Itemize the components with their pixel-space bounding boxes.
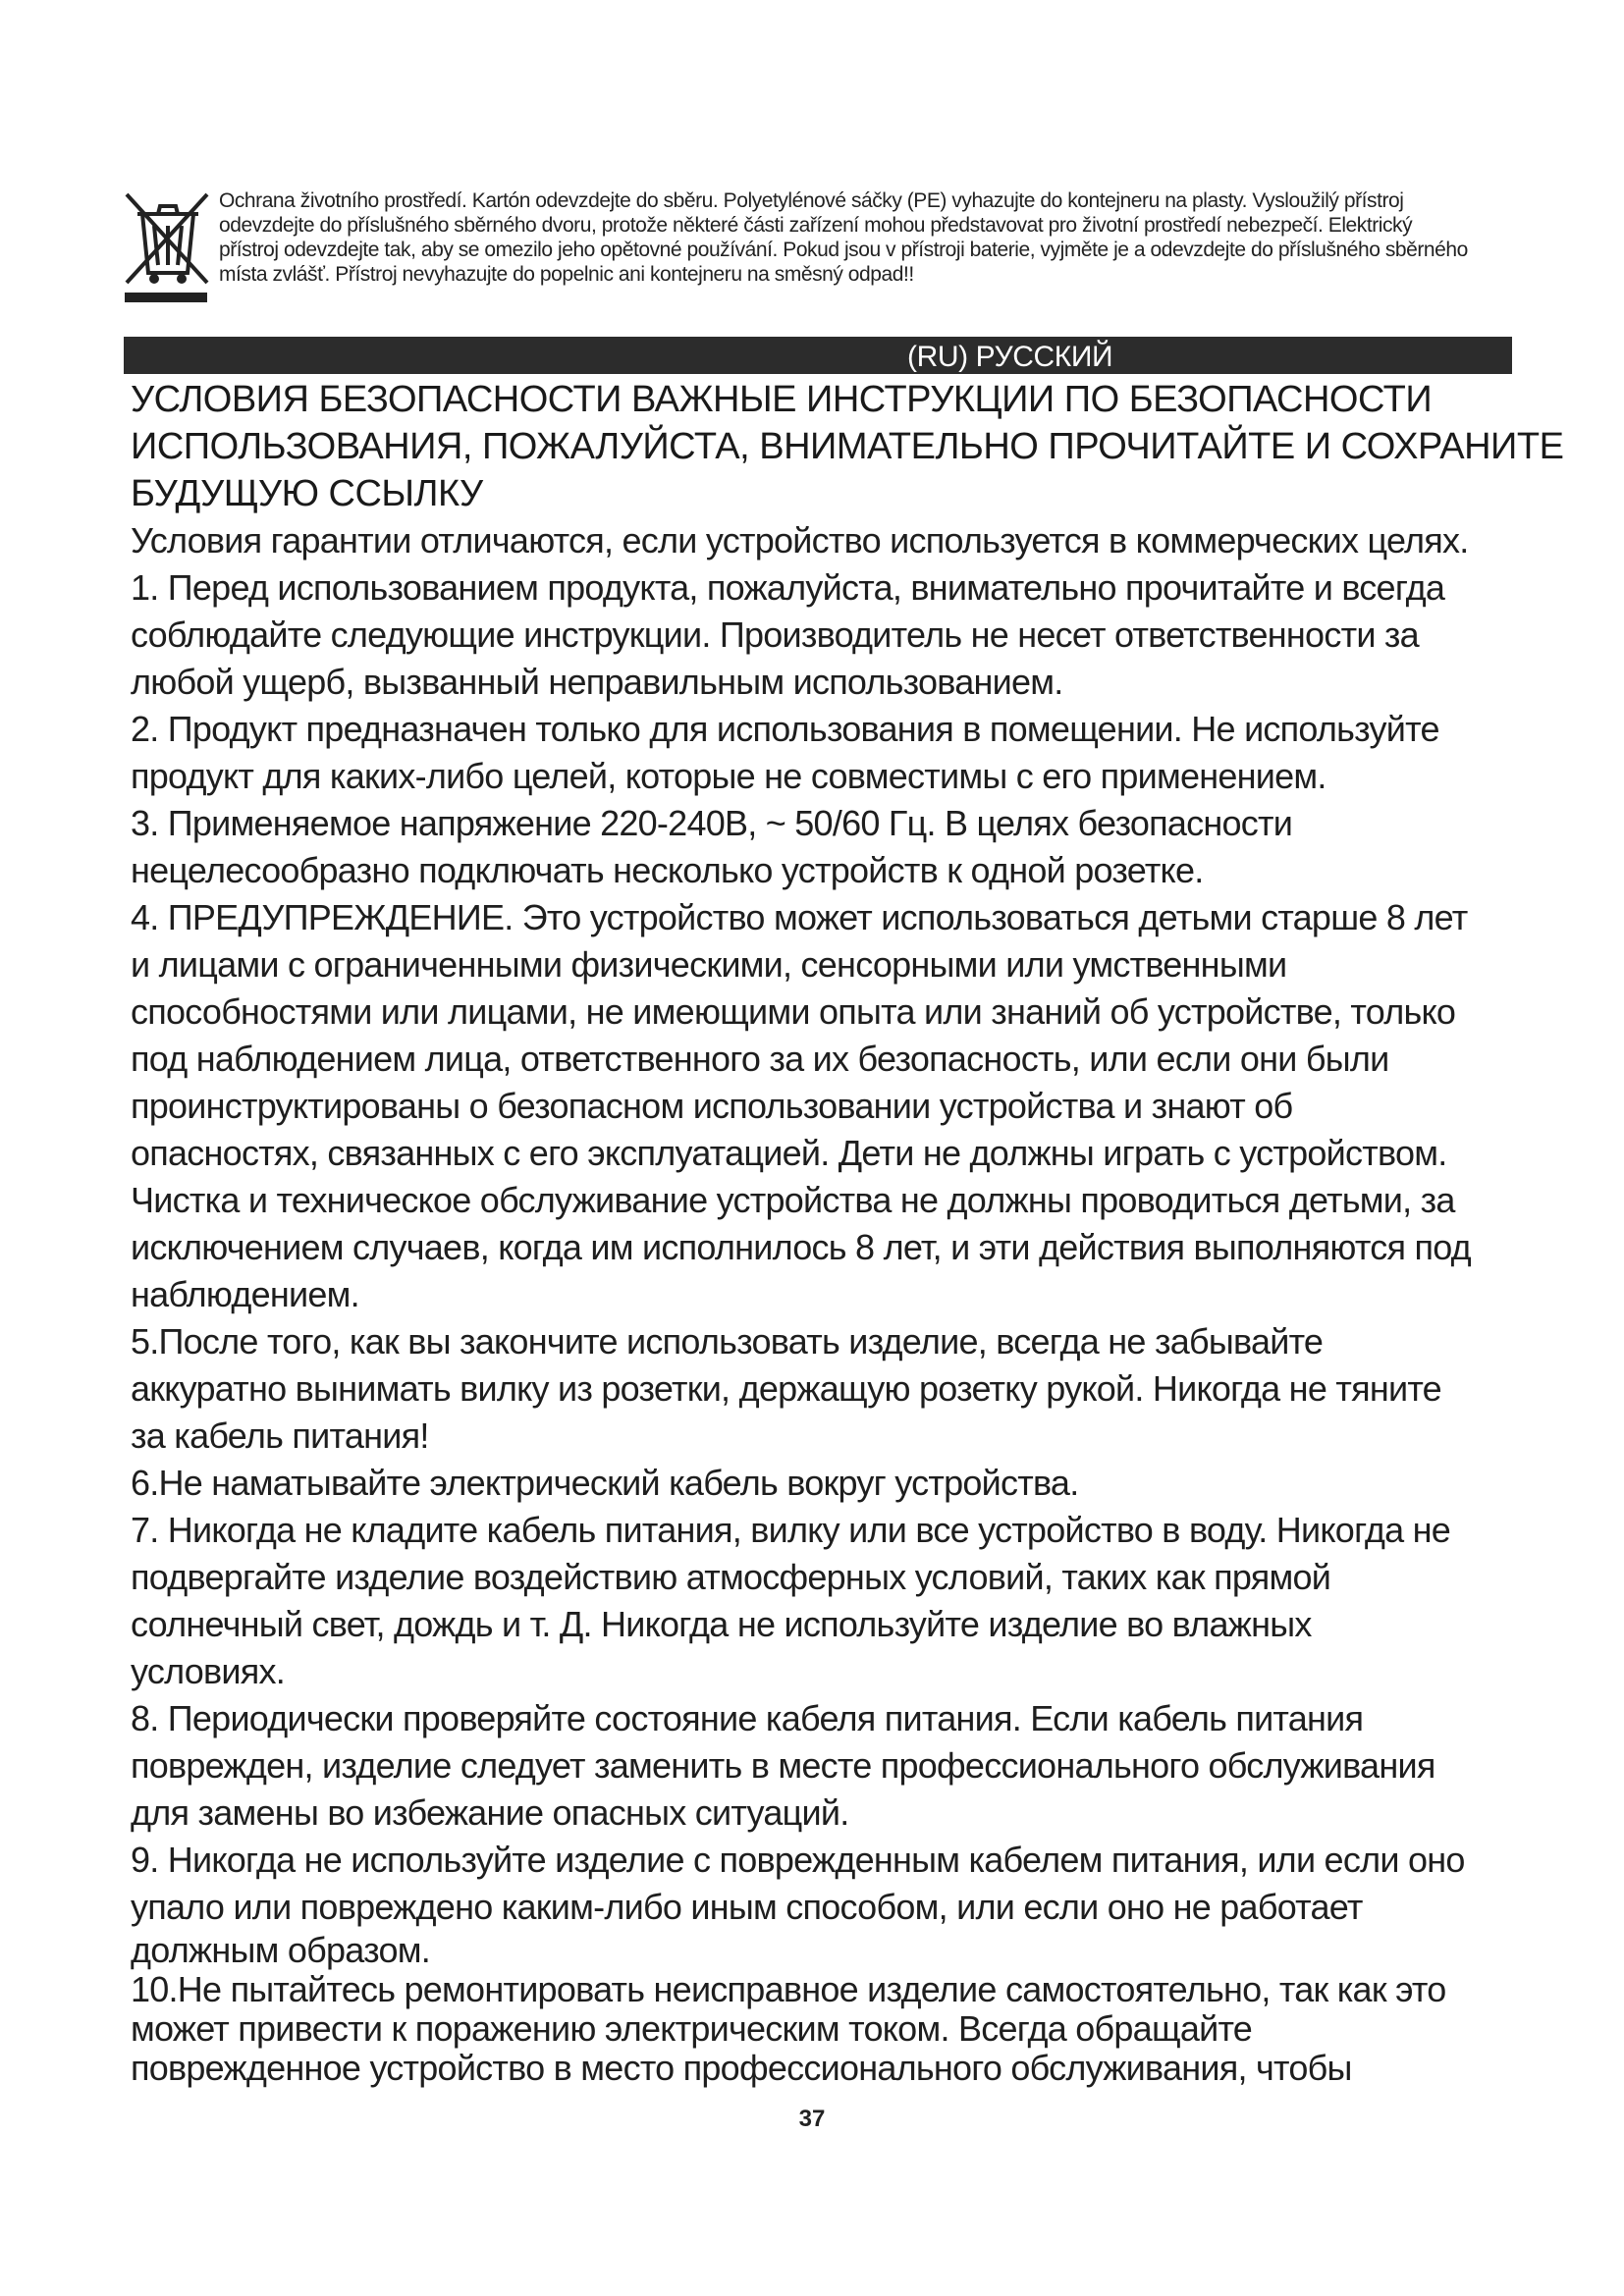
body-line: наблюдением. [131,1274,359,1314]
body-line: продукт для каких-либо целей, которые не совместимы с его применением. [131,756,1326,796]
body-line: может привести к поражению электрическим током. Всегда обращайте [131,2008,1253,2049]
body-line: 4. ПРЕДУПРЕЖДЕНИЕ. Это устройство может использоваться детьми старше 8 лет [131,897,1468,937]
body-line: 2. Продукт предназначен только для использования в помещении. Не используйте [131,709,1439,749]
body-line: любой ущерб, вызванный неправильным использованием. [131,662,1063,702]
crossed-out-wheelie-bin-icon [121,188,215,306]
body-line: 3. Применяемое напряжение 220-240В, ~ 50/60 Гц. В целях безопасности [131,803,1293,843]
body-line: за кабель питания! [131,1415,429,1456]
body-line: 8. Периодически проверяйте состояние кабеля питания. Если кабель питания [131,1698,1364,1738]
body-line: нецелесообразно подключать несколько устройств к одной розетке. [131,850,1204,890]
weee-line: Ochrana životního prostředí. Kartón odevzdejte do sběru. Polyetylénové sáčky (PE) vyhazujte do kontejneru na plasty. Vysloužilý přístroj [219,189,1404,212]
weee-line: přístroj odevzdejte tak, aby se omezilo jeho opětovné používání. Pokud jsou v přístroji baterie, vyjměte je a odevzdejte do příslušného sběrného [219,239,1468,261]
body-line: 1. Перед использованием продукта, пожалуйста, внимательно прочитайте и всегда [131,567,1445,608]
heading-line: ИСПОЛЬЗОВАНИЯ, ПОЖАЛУЙСТА, ВНИМАТЕЛЬНО ПРОЧИТАЙТЕ И СОХРАНИТЕ [131,426,1564,467]
body-line: соблюдайте следующие инструкции. Производитель не несет ответственности за [131,614,1419,655]
weee-notice [121,188,1515,306]
body-line: для замены во избежание опасных ситуаций. [131,1792,849,1833]
body-line: Чистка и техническое обслуживание устройства не должны проводиться детьми, за [131,1180,1455,1220]
weee-line: odevzdejte do příslušného sběrného dvoru, protože některé části zařízení mohou představovat pro životní prostředí nebezpečí. Elektrický [219,214,1413,237]
body-line: способностями или лицами, не имеющими опыта или знаний об устройстве, только [131,991,1456,1032]
body-line: аккуратно вынимать вилку из розетки, держащую розетку рукой. Никогда не тяните [131,1368,1441,1409]
weee-line: místa zvlášť. Přístroj nevyhazujte do popelnic ani kontejneru na směsný odpad!! [219,263,914,286]
instructions-body [131,517,1525,2088]
body-line: опасностях, связанных с его эксплуатацией. Дети не должны играть с устройством. [131,1133,1447,1173]
body-line: упало или повреждено каким-либо иным способом, или если оно не работает [131,1887,1363,1927]
weee-notice-text [219,188,1613,287]
section-heading [131,376,1564,517]
body-line: должным образом. [131,1930,430,1970]
heading-line: БУДУЩУЮ ССЫЛКУ [131,473,483,514]
body-line: подвергайте изделие воздействию атмосферных условий, таких как прямой [131,1557,1331,1597]
body-line: 7. Никогда не кладите кабель питания, вилку или все устройство в воду. Никогда не [131,1510,1451,1550]
body-line: 6.Не наматывайте электрический кабель вокруг устройства. [131,1463,1079,1503]
body-line: под наблюдением лица, ответственного за их безопасность, или если они были [131,1039,1389,1079]
body-line: проинструктированы о безопасном использовании устройства и знают об [131,1086,1293,1126]
body-line: 9. Никогда не используйте изделие с поврежденным кабелем питания, или если оно [131,1840,1465,1880]
body-line: 5.После того, как вы закончите использовать изделие, всегда не забывайте [131,1321,1324,1362]
heading-line: УСЛОВИЯ БЕЗОПАСНОСТИ ВАЖНЫЕ ИНСТРУКЦИИ ПО БЕЗОПАСНОСТИ [131,379,1433,420]
safety-instructions [131,376,1564,2088]
body-line: условиях. [131,1651,286,1691]
body-line: поврежден, изделие следует заменить в месте профессионального обслуживания [131,1745,1435,1786]
body-line: 10.Не пытайтесь ремонтировать неисправное изделие самостоятельно, так как это [131,1969,1446,2009]
language-section-bar [124,337,1512,374]
body-line: и лицами с ограниченными физическими, сенсорными или умственными [131,944,1287,985]
body-line: солнечный свет, дождь и т. Д. Никогда не используйте изделие во влажных [131,1604,1312,1644]
body-line: Условия гарантии отличаются, если устройство используется в коммерческих целях. [131,520,1469,561]
body-line: исключением случаев, когда им исполнилось 8 лет, и эти действия выполняются под [131,1227,1471,1267]
body-line: поврежденное устройство в место профессионального обслуживания, чтобы [131,2048,1352,2088]
page-number: 37 [798,2106,826,2132]
language-label: (RU) РУССКИЙ [907,341,1113,373]
